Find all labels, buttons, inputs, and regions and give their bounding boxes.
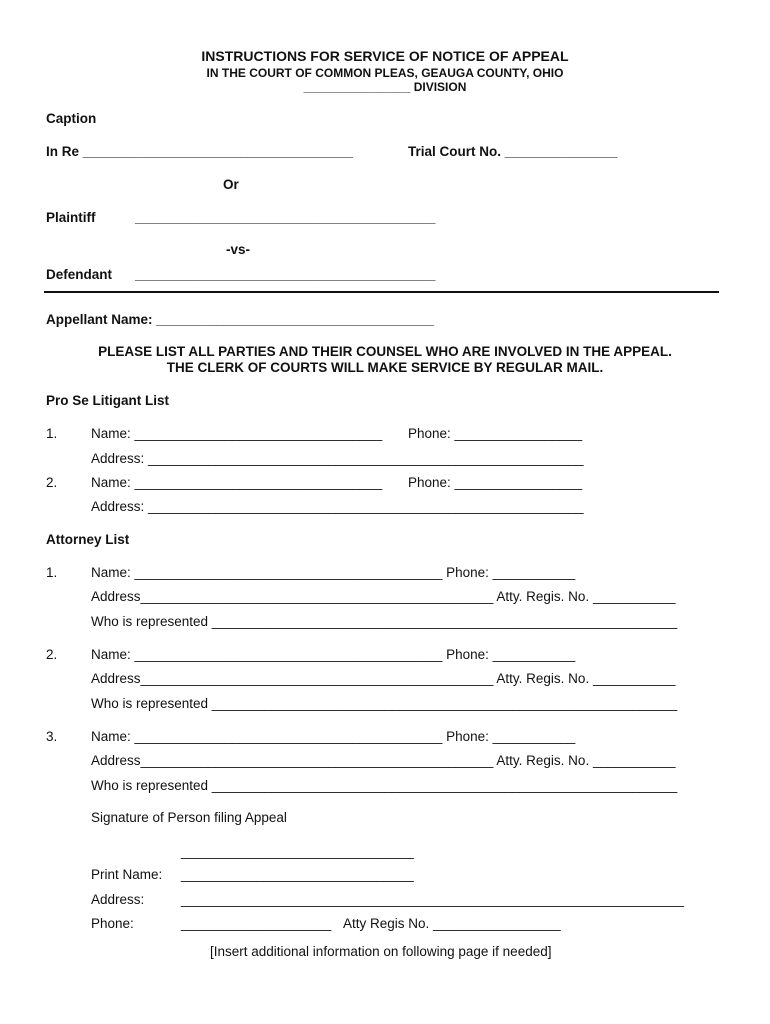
pro-se-name-field[interactable]: Name: _________________________________: [91, 426, 383, 441]
attorney-number: 3.: [46, 729, 58, 744]
or-label: Or: [223, 177, 239, 192]
attorney-address-regis-field[interactable]: Address_______________________________________________ Atty. Regis. No. ___________: [91, 589, 676, 604]
trial-court-no-field[interactable]: Trial Court No. _______________: [408, 144, 618, 159]
footer-note: [Insert additional information on following page if needed]: [210, 944, 552, 959]
pro-se-phone-field[interactable]: Phone: _________________: [408, 475, 583, 490]
defendant-label: Defendant: [46, 267, 113, 282]
caption-heading: Caption: [46, 111, 97, 126]
pro-se-name-field[interactable]: Name: _________________________________: [91, 475, 383, 490]
attorney-name-phone-field[interactable]: Name: _________________________________________ Phone: ___________: [91, 647, 576, 662]
pro-se-address-field[interactable]: Address: __________________________________________________________: [91, 499, 584, 514]
plaintiff-field[interactable]: ________________________________________: [135, 210, 436, 225]
pro-se-heading: Pro Se Litigant List: [46, 393, 170, 408]
attorney-name-phone-field[interactable]: Name: _________________________________________ Phone: ___________: [91, 729, 576, 744]
attorney-number: 2.: [46, 647, 58, 662]
pro-se-address-field[interactable]: Address: __________________________________________________________: [91, 451, 584, 466]
vs-label: -vs-: [226, 242, 251, 257]
division-line: ________________ DIVISION: [303, 80, 467, 94]
attorney-address-regis-field[interactable]: Address_______________________________________________ Atty. Regis. No. ___________: [91, 671, 676, 686]
attorney-represented-field[interactable]: Who is represented ______________________________________________________________: [91, 778, 678, 793]
attorney-list-heading: Attorney List: [46, 532, 130, 547]
attorney-name-phone-field[interactable]: Name: _________________________________________ Phone: ___________: [91, 565, 576, 580]
notice-line-2: THE CLERK OF COURTS WILL MAKE SERVICE BY REGULAR MAIL.: [166, 360, 604, 375]
plaintiff-label: Plaintiff: [46, 210, 96, 225]
address-label: Address:: [91, 892, 145, 907]
pro-se-phone-field[interactable]: Phone: _________________: [408, 426, 583, 441]
appellant-name-field[interactable]: Appellant Name: _____________________________________: [46, 312, 435, 327]
court-name: IN THE COURT OF COMMON PLEAS, GEAUGA COUNTY, OHIO: [206, 66, 564, 80]
attorney-number: 1.: [46, 565, 58, 580]
phone-field[interactable]: ____________________: [181, 916, 332, 931]
address-field[interactable]: ___________________________________________________________________: [181, 892, 685, 907]
notice-line-1: PLEASE LIST ALL PARTIES AND THEIR COUNSEL WHO ARE INVOLVED IN THE APPEAL.: [98, 344, 672, 359]
attorney-represented-field[interactable]: Who is represented ______________________________________________________________: [91, 696, 678, 711]
print-name-field[interactable]: _______________________________: [181, 867, 414, 882]
print-name-label: Print Name:: [91, 867, 163, 882]
atty-regis-field[interactable]: Atty Regis No. _________________: [343, 916, 561, 931]
signature-heading: Signature of Person filing Appeal: [91, 810, 287, 825]
pro-se-number: 1.: [46, 426, 58, 441]
pro-se-number: 2.: [46, 475, 58, 490]
phone-label: Phone:: [91, 916, 134, 931]
attorney-represented-field[interactable]: Who is represented ______________________________________________________________: [91, 614, 678, 629]
defendant-field[interactable]: ________________________________________: [135, 267, 436, 282]
attorney-address-regis-field[interactable]: Address_______________________________________________ Atty. Regis. No. ___________: [91, 753, 676, 768]
in-re-field[interactable]: In Re ____________________________________: [46, 144, 354, 159]
document-title: INSTRUCTIONS FOR SERVICE OF NOTICE OF APPEAL: [201, 48, 569, 64]
signature-field[interactable]: _______________________________: [181, 844, 414, 859]
section-divider: [44, 291, 719, 293]
